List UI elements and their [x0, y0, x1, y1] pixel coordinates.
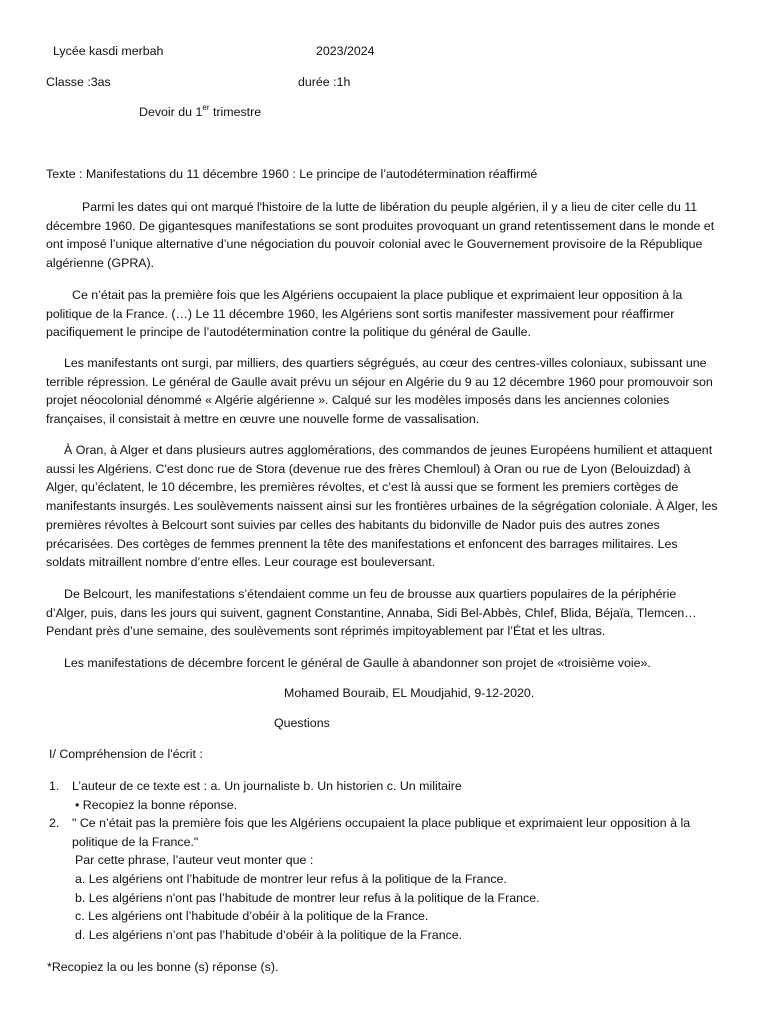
answer-option-c: c. Les algériens ont l’habitude d’obéir à la politique de la France.: [75, 909, 429, 924]
exam-title: Devoir du 1er trimestre: [139, 103, 262, 119]
text-title: Texte : Manifestations du 11 décembre 1960 : Le principe de l’autodétermination réaffirmé: [46, 167, 538, 181]
answer-option-b: b. Les algériens n'ont pas l’habitude de montrer leur refus à la politique de la France.: [75, 890, 540, 905]
paragraph-3: Les manifestants ont surgi, par milliers, des quartiers ségrégués, au cœur des centres-villes coloniaux, subissant une terrible répression. Le général de Gaulle avait prévu un séjour en Algérie du 9 au 12 décembre 1960 pour promouvoir son projet néocolonial dénommé « Algérie algérienne ». Calqué sur les modèles imposés dans les anciennes colonies françaises, il consistait à mettre en œuvre une nouvelle forme de vassalisation.: [46, 356, 713, 427]
footer-instruction: *Recopiez la ou les bonne (s) réponse (s).: [47, 960, 279, 974]
paragraph-5: De Belcourt, les manifestations s’étendaient comme un feu de brousse aux quartiers populaires de la périphérie d’Alger, puis, dans les jours qui suivent, gagnent Constantine, Annaba, Sidi Bel-Abbès, Chlef, Blida, Béjaïa, Tlemcen… Pendant près d’une semaine, des soulèvements sont réprimés impitoyablement par l’État et les ultras.: [46, 587, 697, 639]
question-number: 2.: [49, 816, 60, 831]
answer-option-a: a. Les algériens ont l’habitude de montrer leur refus à la politique de la France.: [75, 871, 507, 886]
question-2: [46, 814, 726, 944]
question-instruction: • Recopiez la bonne réponse.: [75, 797, 238, 812]
school-year: 2023/2024: [316, 44, 375, 58]
text-source: Mohamed Bouraib, EL Moudjahid, 9-12-2020.: [284, 686, 535, 700]
question-lead: Par cette phrase, l’auteur veut monter que :: [75, 853, 314, 868]
question-number: 1.: [49, 779, 60, 793]
question-quote: " Ce n’était pas la première fois que les Algériens occupaient la place publique et exprimaient leur opposition à la politique de la France.": [72, 816, 691, 849]
paragraph-1: Parmi les dates qui ont marqué l'histoire de la lutte de libération du peuple algérien, il y a lieu de citer celle du 11 décembre 1960. De gigantesques manifestations se sont produites provoquant un grand retentissement dans le monde et ont imposé l’unique alternative d’une négociation du pouvoir colonial avec le Gouvernement provisoire de la République algérienne (GPRA).: [46, 200, 715, 271]
question-text: L’auteur de ce texte est : a. Un journaliste b. Un historien c. Un militaire: [72, 779, 462, 793]
answer-option-d: d. Les algériens n’ont pas l’habitude d’obéir à la politique de la France.: [75, 927, 463, 942]
paragraph-6: Les manifestations de décembre forcent le général de Gaulle à abandonner son projet de «troisième voie».: [64, 656, 651, 670]
class-label: Classe :3as: [46, 75, 111, 89]
section-heading: I/ Compréhension de l'écrit :: [49, 747, 203, 761]
paragraph-4: À Oran, à Alger et dans plusieurs autres agglomérations, des commandos de jeunes Européens humilient et attaquent aussi les Algériens. C'est donc rue de Stora (devenue rue des frères Chemloul) à Oran ou rue de Lyon (Belouizdad) à Alger, qu’éclatent, le 10 décembre, les premières révoltes, et c’est là aussi que se forment les premiers cortèges de manifestants insurgés. Les soulèvements naissent ainsi sur les frontières urbaines de la ségrégation coloniale. À Alger, les premières révoltes à Belcourt sont suivies par celles des habitants du bidonville de Nador puis des autres zones précarisées. Des cortèges de femmes prennent la tête des manifestations et enfoncent des barrages militaires. Les soldats mitraillent nombre d’entre elles. Leur courage est bouleversant.: [46, 443, 718, 570]
paragraph-2: Ce n’était pas la première fois que les Algériens occupaient la place publique et exprimaient leur opposition à la politique de la France. (…) Le 11 décembre 1960, les Algériens sont sortis manifester massivement pour réaffirmer pacifiquement le principe de l’autodétermination contre la politique du général de Gaulle.: [46, 288, 683, 340]
question-1: [46, 777, 726, 814]
question-list: [46, 777, 726, 944]
questions-heading: Questions: [274, 716, 330, 730]
school-name: Lycée kasdi merbah: [53, 44, 164, 58]
duration-label: durée :1h: [298, 75, 351, 89]
